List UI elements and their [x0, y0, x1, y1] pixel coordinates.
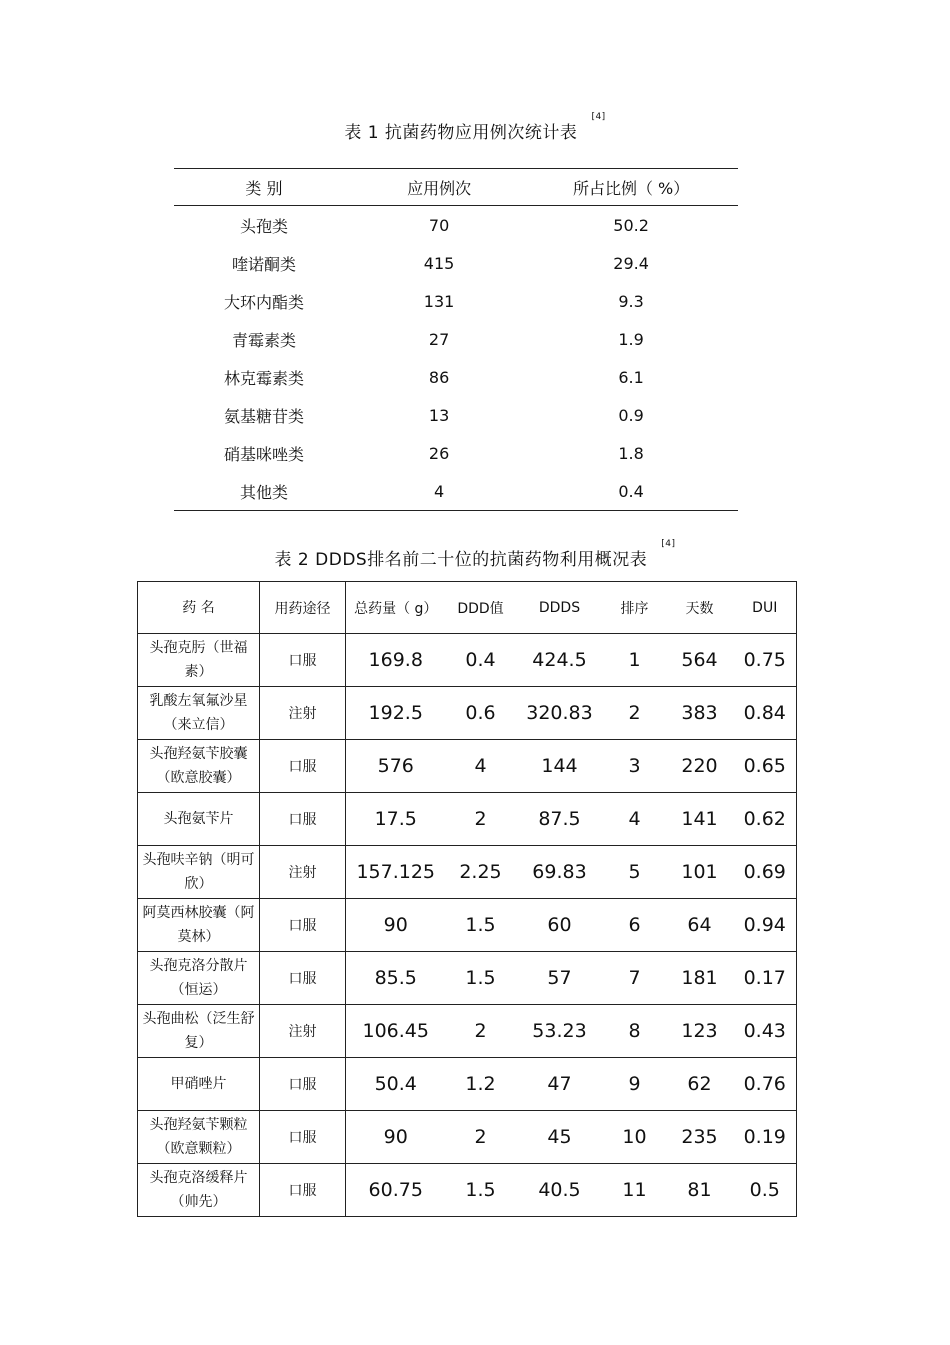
rank-cell: 8 — [604, 1005, 666, 1058]
table-row — [174, 320, 738, 358]
table2-header-route: 用药途径 — [260, 582, 346, 634]
days-cell: 564 — [666, 634, 734, 687]
ddd-cell: 0.6 — [446, 687, 516, 740]
rank-cell: 10 — [604, 1111, 666, 1164]
total-dose-cell: 60.75 — [346, 1164, 446, 1217]
route-cell: 注射 — [260, 846, 346, 899]
table-row — [138, 952, 797, 1005]
rank-cell: 5 — [604, 846, 666, 899]
drug-name-cell: 头孢羟氨苄胶囊（欧意胶囊） — [138, 740, 260, 793]
percent-cell: 29.4 — [613, 253, 649, 273]
rank-cell: 6 — [604, 899, 666, 952]
ddds-cell: 47 — [516, 1058, 604, 1111]
category-cell: 喹诺酮类 — [231, 254, 296, 274]
ddd-cell: 1.5 — [446, 899, 516, 952]
rank-cell: 2 — [604, 687, 666, 740]
route-cell: 注射 — [260, 1005, 346, 1058]
count-cell: 131 — [423, 291, 455, 311]
dui-cell: 0.19 — [734, 1111, 797, 1164]
drug-name-cell: 头孢克洛缓释片（帅先） — [138, 1164, 260, 1217]
route-cell: 口服 — [260, 952, 346, 1005]
table2-caption — [0, 539, 950, 570]
table-row — [138, 1005, 797, 1058]
table-row — [138, 1111, 797, 1164]
table1-header-count: 应用例次 — [354, 169, 524, 206]
table-row — [174, 472, 738, 511]
ddds-cell: 40.5 — [516, 1164, 604, 1217]
table2-header-dui: DUI — [734, 582, 797, 634]
ddds-cell: 424.5 — [516, 634, 604, 687]
table1-header-percent: 所占比例（ %） — [524, 169, 738, 206]
table1-caption — [0, 112, 950, 143]
dui-cell: 0.65 — [734, 740, 797, 793]
count-cell: 4 — [354, 472, 524, 511]
days-cell: 101 — [666, 846, 734, 899]
dui-cell: 0.76 — [734, 1058, 797, 1111]
total-dose-cell: 90 — [346, 899, 446, 952]
table2-header-ddds: DDDS — [516, 582, 604, 634]
antibiotic-usage-table — [174, 168, 738, 511]
table-row — [138, 793, 797, 846]
table2-caption-text: 表 2 DDDS排名前二十位的抗菌药物利用概况表 — [274, 550, 648, 570]
total-dose-cell: 106.45 — [346, 1005, 446, 1058]
ddds-cell: 320.83 — [516, 687, 604, 740]
count-cell: 26 — [428, 443, 450, 463]
rank-cell: 11 — [604, 1164, 666, 1217]
route-cell: 口服 — [260, 793, 346, 846]
ddd-cell: 1.5 — [446, 952, 516, 1005]
dui-cell: 0.5 — [734, 1164, 797, 1217]
days-cell: 64 — [666, 899, 734, 952]
days-cell: 181 — [666, 952, 734, 1005]
table-row — [174, 206, 738, 245]
drug-name-cell: 阿莫西林胶囊（阿莫林） — [138, 899, 260, 952]
table1-caption-text: 表 1 抗菌药物应用例次统计表 — [344, 123, 578, 143]
dui-cell: 0.69 — [734, 846, 797, 899]
ddds-cell: 45 — [516, 1111, 604, 1164]
category-cell: 其他类 — [174, 472, 354, 511]
drug-name-cell: 头孢羟氨苄颗粒（欧意颗粒） — [138, 1111, 260, 1164]
table2-header-total: 总药量（ g） — [346, 582, 446, 634]
count-cell: 86 — [428, 367, 450, 387]
category-cell: 青霉素类 — [231, 330, 296, 350]
table1-header-category: 类 别 — [174, 169, 354, 206]
ddds-cell: 69.83 — [516, 846, 604, 899]
ddds-cell: 60 — [516, 899, 604, 952]
ddd-cell: 1.2 — [446, 1058, 516, 1111]
percent-cell: 50.2 — [613, 215, 649, 235]
route-cell: 口服 — [260, 740, 346, 793]
days-cell: 235 — [666, 1111, 734, 1164]
days-cell: 123 — [666, 1005, 734, 1058]
category-cell: 氨基糖苷类 — [223, 406, 304, 426]
table-row — [138, 1164, 797, 1217]
table1-citation: [4] — [591, 112, 606, 122]
drug-name-cell: 头孢曲松（泛生舒复） — [138, 1005, 260, 1058]
table-row — [138, 740, 797, 793]
percent-cell: 9.3 — [618, 291, 644, 311]
rank-cell: 3 — [604, 740, 666, 793]
table-row — [174, 358, 738, 396]
dui-cell: 0.43 — [734, 1005, 797, 1058]
ddd-cell: 2 — [446, 1005, 516, 1058]
days-cell: 220 — [666, 740, 734, 793]
rank-cell: 1 — [604, 634, 666, 687]
ddd-cell: 2 — [446, 793, 516, 846]
dui-cell: 0.94 — [734, 899, 797, 952]
total-dose-cell: 90 — [346, 1111, 446, 1164]
table-row — [138, 899, 797, 952]
count-cell: 27 — [428, 329, 450, 349]
route-cell: 口服 — [260, 1058, 346, 1111]
table2-header-row — [138, 582, 797, 634]
total-dose-cell: 192.5 — [346, 687, 446, 740]
total-dose-cell: 17.5 — [346, 793, 446, 846]
ddds-cell: 87.5 — [516, 793, 604, 846]
percent-cell: 0.4 — [524, 472, 738, 511]
count-cell: 70 — [428, 215, 450, 235]
ddd-cell: 2.25 — [446, 846, 516, 899]
table-row — [138, 634, 797, 687]
table2-header-rank: 排序 — [604, 582, 666, 634]
table-row — [138, 1058, 797, 1111]
percent-cell: 1.9 — [618, 329, 644, 349]
percent-cell: 6.1 — [618, 367, 644, 387]
table1-header-row — [174, 169, 738, 206]
ddd-cell: 1.5 — [446, 1164, 516, 1217]
table2-header-drug: 药 名 — [138, 582, 260, 634]
route-cell: 口服 — [260, 634, 346, 687]
route-cell: 口服 — [260, 1111, 346, 1164]
ddds-cell: 53.23 — [516, 1005, 604, 1058]
count-cell: 13 — [428, 405, 450, 425]
rank-cell: 4 — [604, 793, 666, 846]
route-cell: 口服 — [260, 899, 346, 952]
total-dose-cell: 169.8 — [346, 634, 446, 687]
table2-body — [138, 634, 797, 1217]
percent-cell: 0.9 — [618, 405, 644, 425]
total-dose-cell: 157.125 — [346, 846, 446, 899]
table2-header-days: 天数 — [666, 582, 734, 634]
ddds-ranking-table — [137, 581, 797, 1217]
drug-name-cell: 头孢氨苄片 — [138, 793, 260, 846]
dui-cell: 0.75 — [734, 634, 797, 687]
count-cell: 415 — [423, 253, 455, 273]
days-cell: 383 — [666, 687, 734, 740]
drug-name-cell: 头孢呋辛钠（明可欣） — [138, 846, 260, 899]
table-row — [174, 396, 738, 434]
total-dose-cell: 50.4 — [346, 1058, 446, 1111]
table-row — [174, 244, 738, 282]
drug-name-cell: 头孢克洛分散片（恒运） — [138, 952, 260, 1005]
percent-cell: 1.8 — [618, 443, 644, 463]
total-dose-cell: 85.5 — [346, 952, 446, 1005]
drug-name-cell: 甲硝唑片 — [138, 1058, 260, 1111]
ddds-cell: 144 — [516, 740, 604, 793]
rank-cell: 9 — [604, 1058, 666, 1111]
category-cell: 大环内酯类 — [223, 292, 304, 312]
ddd-cell: 2 — [446, 1111, 516, 1164]
ddd-cell: 4 — [446, 740, 516, 793]
table-row — [174, 282, 738, 320]
total-dose-cell: 576 — [346, 740, 446, 793]
route-cell: 注射 — [260, 687, 346, 740]
dui-cell: 0.62 — [734, 793, 797, 846]
table2-header-ddd: DDD值 — [446, 582, 516, 634]
drug-name-cell: 头孢克肟（世福素） — [138, 634, 260, 687]
table-row — [138, 846, 797, 899]
route-cell: 口服 — [260, 1164, 346, 1217]
days-cell: 62 — [666, 1058, 734, 1111]
dui-cell: 0.17 — [734, 952, 797, 1005]
dui-cell: 0.84 — [734, 687, 797, 740]
days-cell: 81 — [666, 1164, 734, 1217]
drug-name-cell: 乳酸左氧氟沙星（来立信） — [138, 687, 260, 740]
table1-body — [174, 206, 738, 511]
ddd-cell: 0.4 — [446, 634, 516, 687]
category-cell: 头孢类 — [239, 216, 288, 236]
table-row — [138, 687, 797, 740]
ddds-cell: 57 — [516, 952, 604, 1005]
category-cell: 林克霉素类 — [223, 368, 304, 388]
days-cell: 141 — [666, 793, 734, 846]
table2-citation: [4] — [661, 539, 676, 549]
table-row — [174, 434, 738, 472]
category-cell: 硝基咪唑类 — [223, 444, 304, 464]
rank-cell: 7 — [604, 952, 666, 1005]
